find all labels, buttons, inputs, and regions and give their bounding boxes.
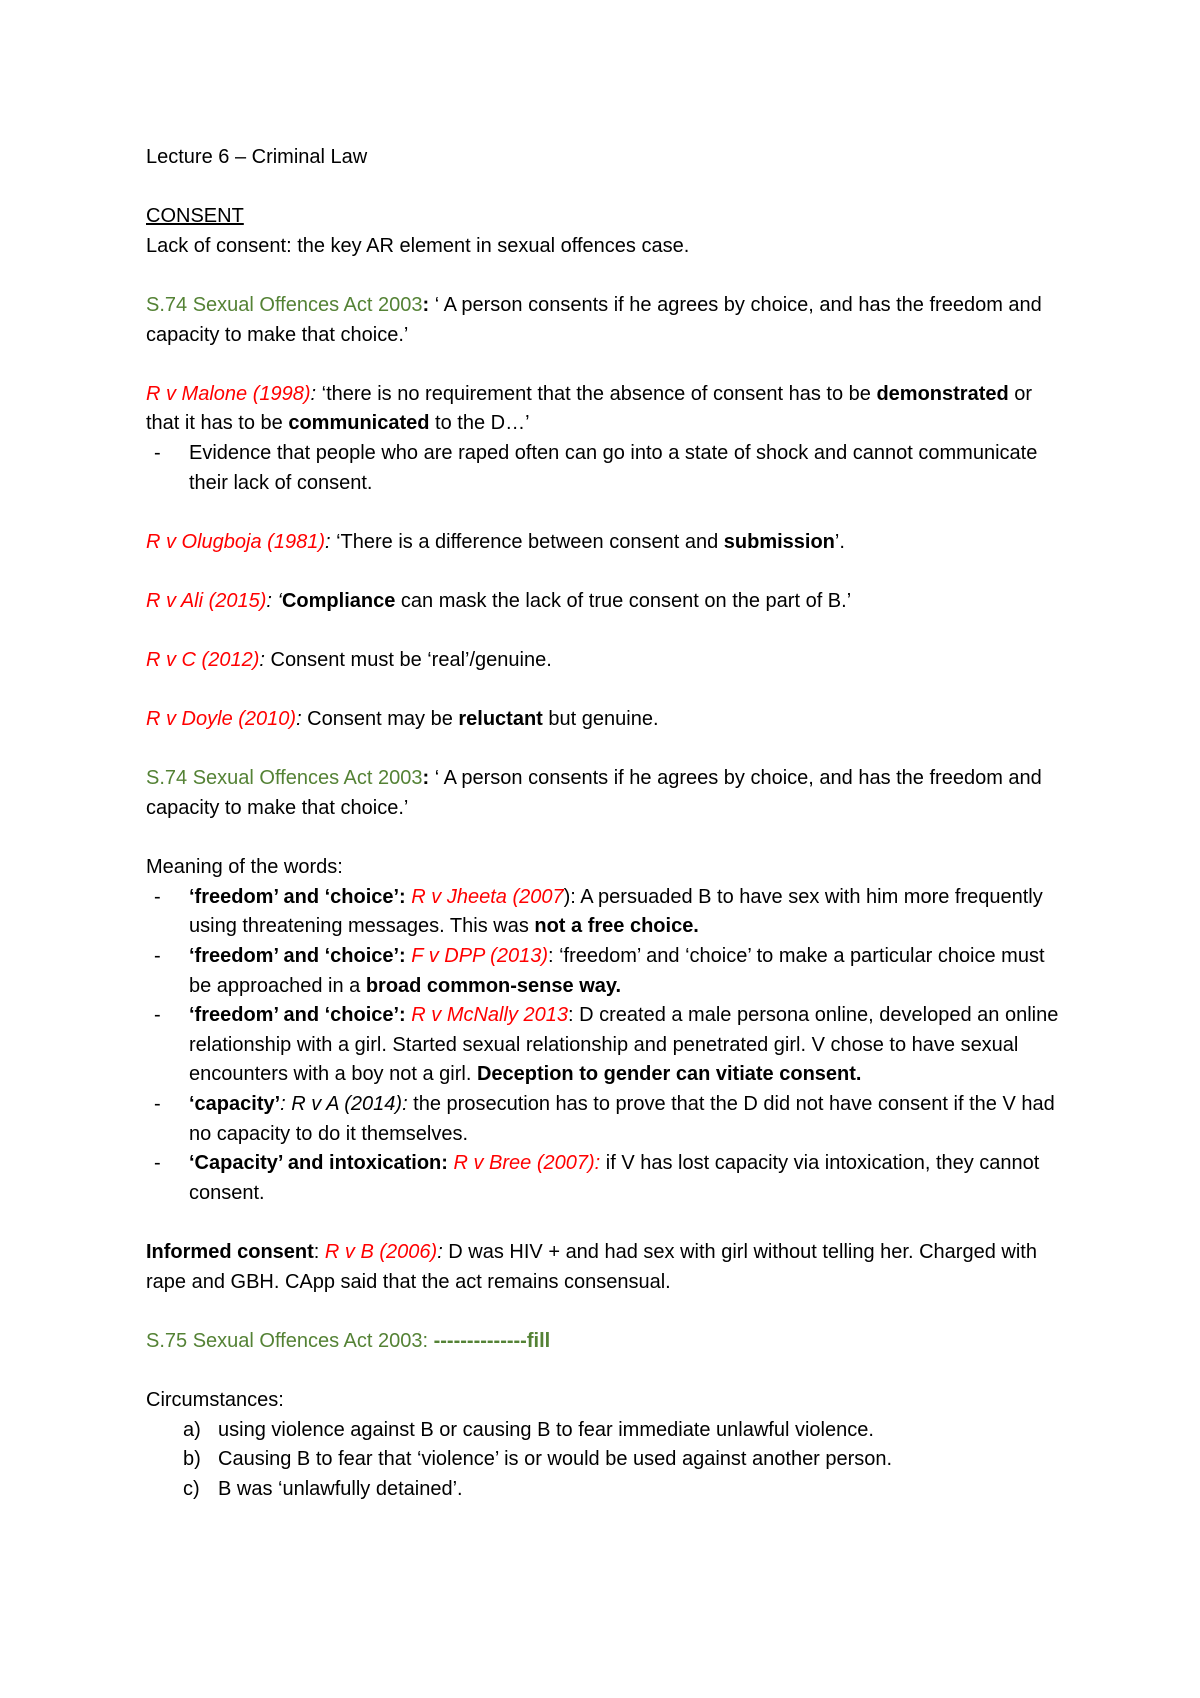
list-item: b) Causing B to fear that ‘violence’ is or would be used against another person. — [146, 1445, 1066, 1475]
list-item: - ‘capacity’: R v A (2014): the prosecution has to prove that the D did not have consent if the V had no capacity to do it themselves. — [146, 1090, 1066, 1149]
case-name: R v Ali (2015) — [146, 589, 267, 612]
list-item: - ‘Capacity’ and intoxication: R v Bree (2007): if V has lost capacity via intoxication, they cannot consent. — [146, 1149, 1066, 1208]
list-item: c) B was ‘unlawfully detained’. — [146, 1475, 1066, 1505]
bullet-marker: - — [154, 441, 161, 464]
intro-paragraph: Lack of consent: the key AR element in sexual offences case. — [146, 234, 690, 257]
list-item: a) using violence against B or causing B to fear immediate unlawful violence. — [146, 1416, 1066, 1446]
case-name: R v Malone (1998) — [146, 382, 311, 405]
c2012-paragraph: R v C (2012): Consent must be ‘real’/genuine. — [146, 649, 552, 672]
statute-reference: S.74 Sexual Offences Act 2003 — [146, 293, 423, 316]
list-item: - ‘freedom’ and ‘choice’: R v McNally 2013: D created a male persona online, developed an online relationship with a girl. Started sexual relationship and penetrated girl. V chose to have sexual encounters with a boy not a girl. Deception to gender can vitiate consent. — [146, 1001, 1066, 1090]
ali-paragraph: R v Ali (2015): ‘Compliance can mask the lack of true consent on the part of B.’ — [146, 589, 852, 612]
bullet-marker: - — [154, 1093, 161, 1115]
bullet-marker: - — [154, 1152, 161, 1175]
doyle-paragraph: R v Doyle (2010): Consent may be reluctant but genuine. — [146, 708, 659, 731]
informed-consent-paragraph: Informed consent: R v B (2006): D was HIV + and had sex with girl without telling her. Charged with rape and GBH. CApp said that the act remains consensual. — [146, 1240, 1037, 1293]
s74-paragraph-repeat: S.74 Sexual Offences Act 2003: ‘ A person consents if he agrees by choice, and has the freedom and capacity to make that choice.’ — [146, 767, 1042, 820]
list-marker: a) — [183, 1418, 201, 1441]
case-name: R v Doyle (2010) — [146, 708, 297, 731]
s74-paragraph: S.74 Sexual Offences Act 2003: ‘ A person consents if he agrees by choice, and has the freedom and capacity to make that choice.’ — [146, 293, 1042, 346]
bullet-marker: - — [154, 1004, 161, 1027]
list-item: - Evidence that people who are raped often can go into a state of shock and cannot communicate their lack of consent. — [146, 439, 1066, 498]
list-item: - ‘freedom’ and ‘choice’: F v DPP (2013): ‘freedom’ and ‘choice’ to make a particular choice must be approached in a broad common-sense way. — [146, 942, 1066, 1001]
meaning-label: Meaning of the words: — [146, 856, 343, 879]
document-title: Lecture 6 – Criminal Law — [146, 146, 368, 168]
section-heading: CONSENT — [146, 205, 244, 228]
case-name: R v C (2012) — [146, 649, 260, 672]
case-name: R v B (2006) — [319, 1240, 438, 1263]
case-name: R v Olugboja (1981) — [146, 530, 325, 553]
bullet-marker: - — [154, 885, 161, 908]
list-item: - ‘freedom’ and ‘choice’: R v Jheeta (2007): A persuaded B to have sex with him more frequently using threatening messages. This was not a free choice. — [146, 883, 1066, 942]
s75-paragraph: S.75 Sexual Offences Act 2003: --------------fill — [146, 1329, 551, 1352]
statute-reference: S.74 Sexual Offences Act 2003 — [146, 767, 423, 790]
list-marker: c) — [183, 1477, 200, 1500]
document-page — [146, 143, 1066, 1504]
olugboja-paragraph: R v Olugboja (1981): ‘There is a difference between consent and submission’. — [146, 530, 845, 553]
bullet-marker: - — [154, 945, 161, 968]
list-marker: b) — [183, 1448, 201, 1471]
statute-reference: S.75 Sexual Offences Act 2003: — [146, 1329, 429, 1352]
circumstances-label: Circumstances: — [146, 1388, 284, 1411]
malone-paragraph: R v Malone (1998): ‘there is no requirement that the absence of consent has to be demonstrated or that it has to be communicated to the D…’ — [146, 382, 1033, 435]
